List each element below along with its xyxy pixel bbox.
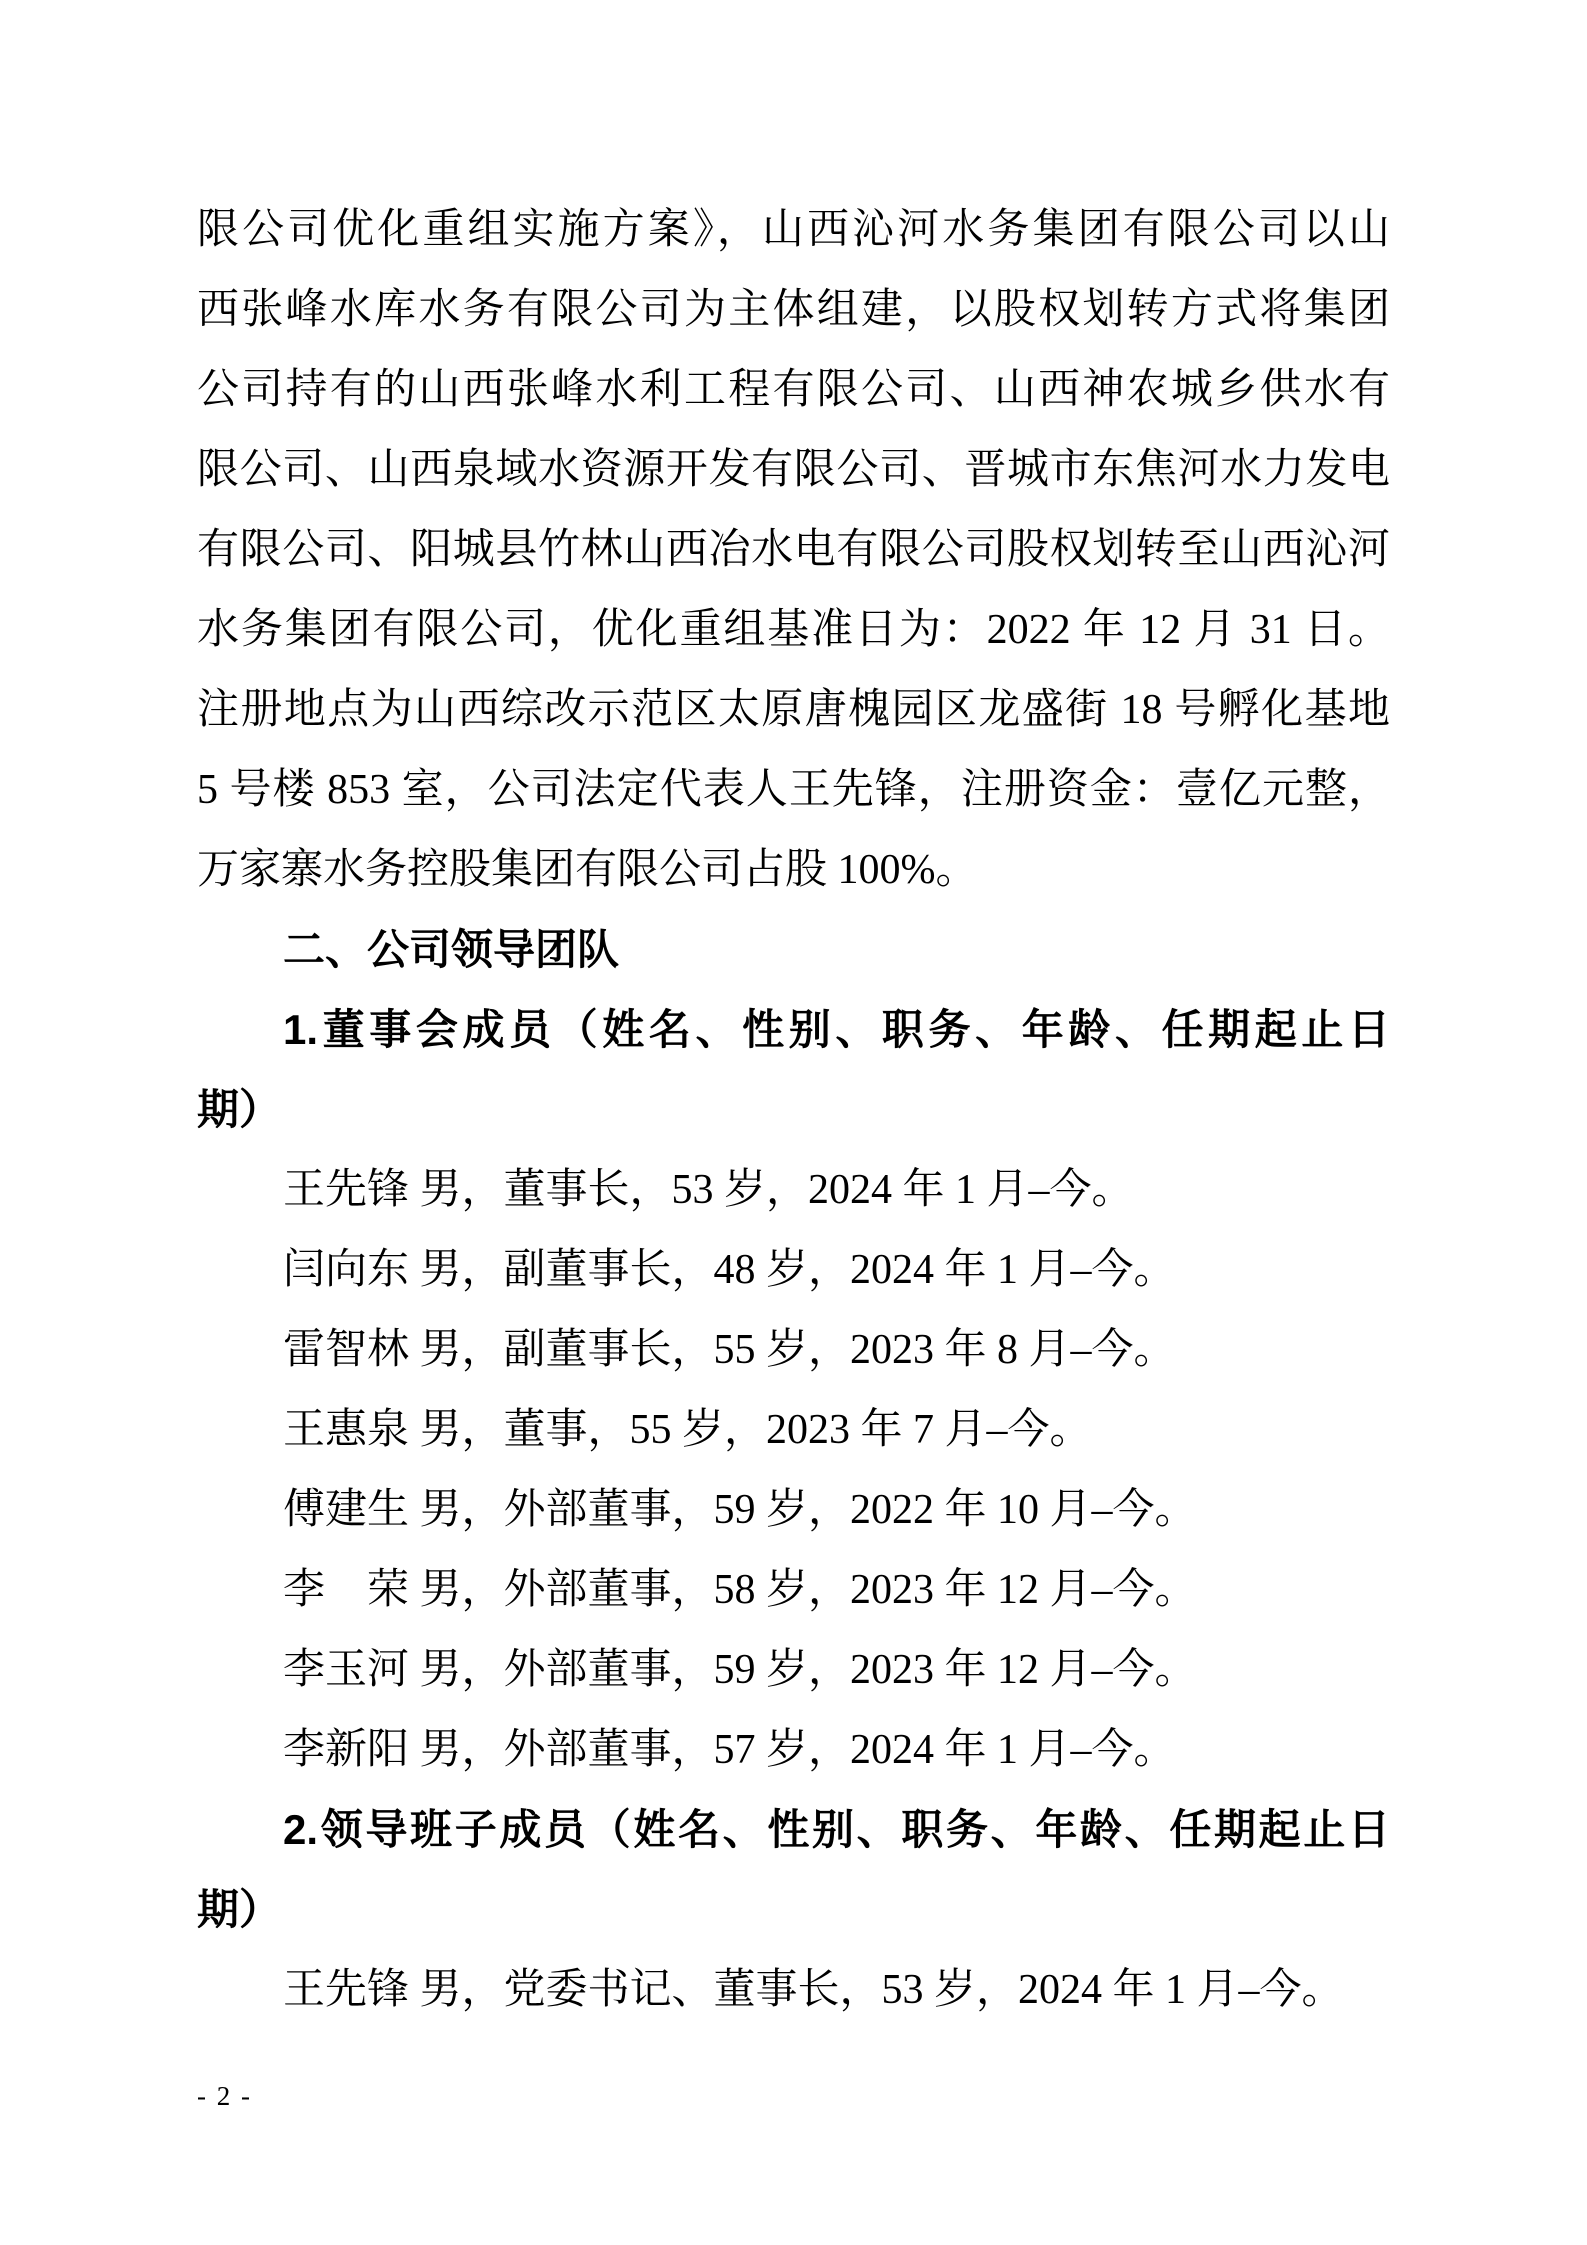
intro-paragraph-line: 万家寨水务控股集团有限公司占股 100%。 — [197, 847, 978, 893]
intro-paragraph-line: 西张峰水库水务有限公司为主体组建，以股权划转方式将集团 — [197, 287, 1390, 333]
board-member-row: 闫向东 男，副董事长，48 岁，2024 年 1 月–今。 — [283, 1247, 1176, 1293]
intro-paragraph-line: 5 号楼 853 室，公司法定代表人王先锋，注册资金：壹亿元整， — [197, 767, 1390, 813]
intro-paragraph-line: 公司持有的山西张峰水利工程有限公司、山西神农城乡供水有 — [197, 367, 1390, 413]
intro-paragraph-line: 水务集团有限公司，优化重组基准日为：2022 年 12 月 31 日。 — [197, 607, 1390, 653]
leadership-subheading-line: 期） — [197, 1886, 282, 1933]
leadership-member-row: 王先锋 男，党委书记、董事长，53 岁，2024 年 1 月–今。 — [283, 1967, 1344, 2013]
intro-paragraph-line: 限公司优化重组实施方案》，山西沁河水务集团有限公司以山 — [197, 207, 1390, 253]
board-member-row: 王惠泉 男，董事，55 岁，2023 年 7 月–今。 — [283, 1407, 1092, 1453]
board-member-row: 傅建生 男，外部董事，59 岁，2022 年 10 月–今。 — [283, 1487, 1197, 1533]
intro-paragraph-line: 限公司、山西泉域水资源开发有限公司、晋城市东焦河水力发电 — [197, 447, 1390, 493]
board-subheading-line: 1.董事会成员（姓名、性别、职务、年龄、任期起止日 — [283, 1006, 1390, 1053]
board-member-row: 李新阳 男，外部董事，57 岁，2024 年 1 月–今。 — [283, 1727, 1176, 1773]
board-member-row: 雷智林 男，副董事长，55 岁，2023 年 8 月–今。 — [283, 1327, 1176, 1373]
board-member-row: 王先锋 男，董事长，53 岁，2024 年 1 月–今。 — [283, 1167, 1134, 1213]
section-heading: 二、公司领导团队 — [283, 926, 620, 973]
page-number: - 2 - — [197, 2081, 252, 2111]
intro-paragraph-line: 注册地点为山西综改示范区太原唐槐园区龙盛街 18 号孵化基地 — [197, 687, 1390, 733]
board-member-row: 李玉河 男，外部董事，59 岁，2023 年 12 月–今。 — [283, 1647, 1197, 1693]
document-page-body — [197, 190, 1390, 2030]
board-subheading-line: 期） — [197, 1086, 282, 1133]
intro-paragraph-line: 有限公司、阳城县竹林山西冶水电有限公司股权划转至山西沁河 — [197, 527, 1390, 573]
board-member-row: 李 荣 男，外部董事，58 岁，2023 年 12 月–今。 — [283, 1567, 1197, 1613]
leadership-subheading-line: 2.领导班子成员（姓名、性别、职务、年龄、任期起止日 — [283, 1806, 1390, 1853]
